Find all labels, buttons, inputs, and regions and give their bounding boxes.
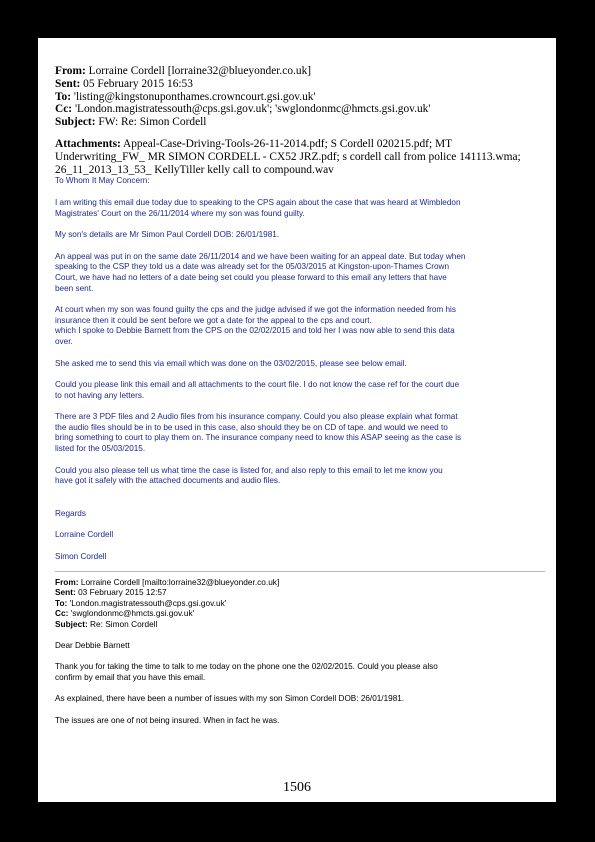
document-page: [38, 38, 556, 802]
fwd-sent-label: Sent:: [55, 587, 76, 598]
body-line: to not having any letters.: [55, 390, 145, 400]
from-line: [55, 65, 545, 78]
cc-line: [55, 103, 545, 116]
attachments-value: Appeal-Case-Driving-Tools-26-11-2014.pdf; S Cordell 020215.pdf; MT: [123, 137, 453, 150]
fwd-sent-value: 03 February 2015 12:57: [78, 587, 167, 598]
sent-label: Sent:: [55, 77, 81, 90]
fwd-from-value: Lorraine Cordell [mailto:lorraine32@blueyonder.co.uk]: [80, 576, 280, 587]
subject-value: FW: Re: Simon Cordell: [98, 116, 207, 129]
cc-value: 'London.magistratessouth@cps.gsi.gov.uk'; 'swglondonmc@hmcts.gsi.gov.uk': [74, 103, 431, 116]
email-body: [55, 176, 545, 562]
fwd-from-line: [55, 577, 545, 588]
forwarded-header: [55, 577, 545, 630]
body-greeting: To Whom It May Concern:: [55, 176, 150, 186]
page-number: 1506: [283, 780, 311, 795]
body-line: An appeal was put in on the same date 26/11/2014 and we have been waiting for an appeal date. But today when: [55, 251, 466, 261]
body-line: listed for the 05/03/2015.: [55, 444, 146, 454]
sent-line: [55, 78, 545, 91]
fwd-greeting: Dear Debbie Barnett: [55, 640, 130, 650]
to-value: 'listing@kingstonuponthames.crowncourt.gsi.gov.uk': [73, 90, 316, 103]
body-line: At court when my son was found guilty the cps and the judge advised if we got the information needed from his: [55, 305, 456, 315]
regards: Regards: [55, 508, 86, 518]
fwd-from-label: From:: [55, 576, 79, 587]
signature-lorraine: Lorraine Cordell: [55, 530, 114, 540]
body-line: insurance then it could be sent before we got a date for the appeal to the cps and court.: [55, 315, 372, 325]
cc-label: Cc:: [55, 103, 73, 116]
body-line: Magistrates' Court on the 26/11/2014 where my son was found guilty.: [55, 208, 305, 218]
attachments-line: Underwriting_FW_ MR SIMON CORDELL - CX52 JRZ.pdf; s cordell call from police 141113.wma;: [55, 150, 521, 163]
body-line: been sent.: [55, 283, 94, 293]
subject-line: [55, 116, 545, 129]
fwd-to-line: [55, 598, 545, 609]
to-line: [55, 91, 545, 104]
fwd-to-label: To:: [55, 597, 68, 608]
from-value: Lorraine Cordell [lorraine32@blueyonder.co.uk]: [88, 65, 312, 77]
body-line: over.: [55, 336, 73, 346]
fwd-sent-line: [55, 587, 545, 598]
attachments: [55, 138, 545, 176]
from-label: From:: [55, 65, 86, 77]
body-line: Court, we have had no letters of a date being set could you please forward to this email any letters that have: [55, 272, 447, 282]
signature-simon: Simon Cordell: [55, 552, 107, 562]
body-line: speaking to the CSP they told us a date was already set for the 05/03/2015 at Kingston-upon-Thames Crown: [55, 262, 449, 272]
fwd-to-value: 'London.magistratessouth@cps.gsi.gov.uk': [69, 597, 227, 608]
fwd-cc-label: Cc:: [55, 608, 69, 619]
fwd-cc-value: 'swglondonmc@hmcts.gsi.gov.uk': [70, 608, 195, 619]
body-line: Could you also please tell us what time the case is listed for, and also reply to this email to let me know you: [55, 465, 443, 475]
fwd-subject-label: Subject:: [55, 619, 88, 629]
fwd-cc-line: [55, 608, 545, 619]
body-line: have got it safely with the attached documents and audio files.: [55, 476, 281, 486]
body-line: Could you please link this email and all attachments to the court file. I do not know the case ref for the court due: [55, 380, 460, 390]
attachments-line: [55, 138, 545, 151]
fwd-subject-line: [55, 619, 545, 630]
fwd-line: Thank you for taking the time to talk to me today on the phone one the 02/02/2015. Could you please also: [55, 662, 438, 672]
body-line: I am writing this email due today due to speaking to the CPS again about the case that was heard at Wimbledon: [55, 197, 461, 207]
body-line: bring something to court to play them on. The insurance company need to know this ASAP seeing as the case is: [55, 433, 462, 443]
divider: [55, 571, 545, 572]
fwd-subject-value: Re: Simon Cordell: [90, 619, 158, 629]
fwd-line: confirm by email that you have this email.: [55, 672, 206, 682]
attachments-label: Attachments:: [55, 137, 121, 150]
sent-value: 05 February 2015 16:53: [83, 77, 193, 90]
subject-label: Subject:: [55, 116, 96, 129]
email-header: [55, 65, 545, 176]
fwd-line: The issues are one of not being insured. When in fact he was.: [55, 715, 280, 725]
body-line: which I spoke to Debbie Barnett from the CPS on the 02/02/2015 and told her I was now able to send this data: [55, 326, 455, 336]
fwd-line: As explained, there have been a number of issues with my son Simon Cordell DOB: 26/01/1981.: [55, 694, 405, 704]
attachments-line: 26_11_2013_13_53_ KellyTiller kelly call to compound.wav: [55, 163, 334, 176]
body-line: My son's details are Mr Simon Paul Cordell DOB: 26/01/1981.: [55, 230, 280, 240]
body-line: the audio files should be in to be used in this case, also should they be on CD of tape. and would we need to: [55, 422, 448, 432]
email-content: [55, 65, 545, 727]
to-label: To:: [55, 90, 72, 103]
body-line: There are 3 PDF files and 2 Audio files from his insurance company. Could you also please explain what format: [55, 412, 458, 422]
body-line: She asked me to send this via email which was done on the 03/02/2015, please see below email.: [55, 358, 407, 368]
forwarded-body: [55, 630, 545, 727]
